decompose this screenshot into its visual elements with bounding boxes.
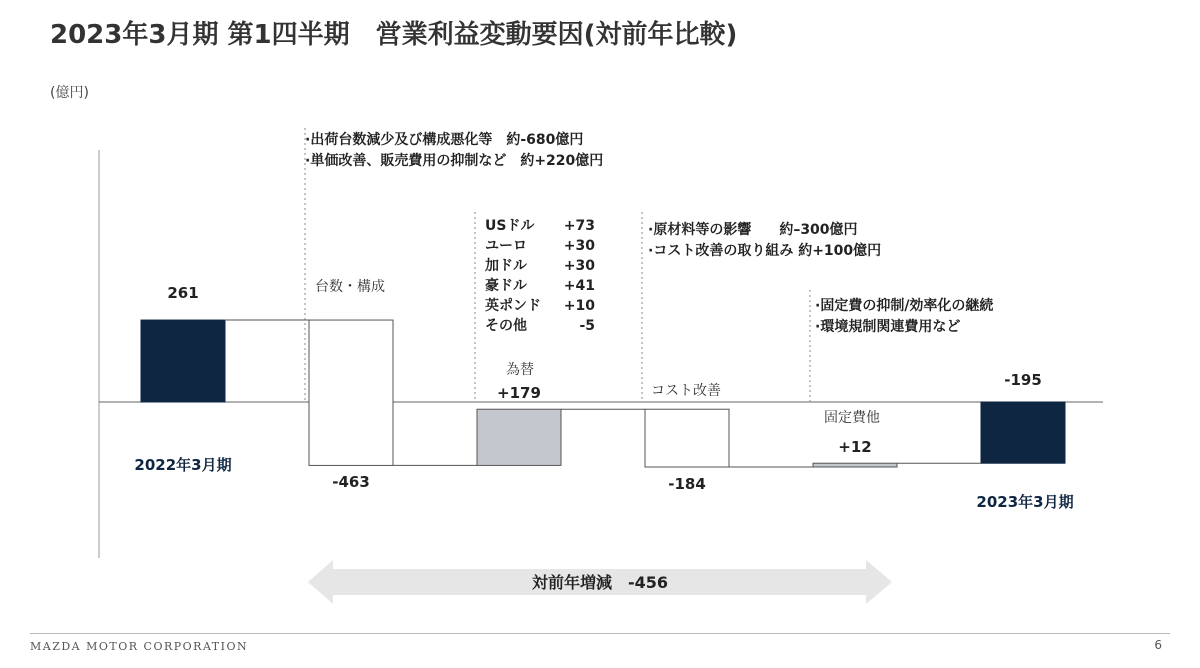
bar-4 [645, 409, 729, 467]
fixed-note-2: ·環境規制関連費用など [815, 319, 961, 335]
fixed-note-1: ·固定費の抑制/効率化の継続 [815, 298, 994, 314]
volume-note-2: ·単価改善、販売費用の抑制など 約+220億円 [305, 153, 604, 169]
footer-company: MAZDA MOTOR CORPORATION [30, 640, 249, 653]
value-label: -184 [668, 475, 706, 493]
fixed-notes [815, 296, 993, 338]
fx-breakdown [485, 216, 595, 336]
category-label: 2022年3月期 [134, 456, 232, 474]
value-label: -463 [332, 473, 370, 491]
bar-1 [141, 320, 225, 402]
bar-6 [981, 402, 1065, 463]
bar-3 [477, 409, 561, 465]
category-label: 為替 [506, 362, 534, 378]
value-label: -195 [1004, 371, 1042, 389]
fx-row [485, 276, 595, 296]
fx-currency: 豪ドル [485, 278, 527, 294]
fx-value: +30 [563, 238, 595, 254]
category-label: 固定費他 [824, 410, 880, 426]
fx-value: +41 [563, 278, 595, 294]
value-label: +12 [838, 438, 872, 456]
fx-row [485, 216, 595, 236]
category-label: 2023年3月期 [976, 493, 1074, 511]
fx-currency: 加ドル [485, 258, 527, 274]
fx-row [485, 236, 595, 256]
value-label: +179 [497, 384, 541, 402]
volume-note-1: ·出荷台数減少及び構成悪化等 約-680億円 [305, 132, 584, 148]
unit-label: (億円) [50, 85, 89, 101]
yoy-label: 対前年増減 -456 [531, 573, 669, 592]
fx-value: +10 [563, 298, 595, 314]
fx-value: +30 [563, 258, 595, 274]
volume-notes [305, 130, 603, 172]
value-label: 261 [167, 284, 199, 302]
cost-notes [648, 220, 881, 262]
category-label: コスト改善 [651, 383, 721, 399]
fx-currency: 英ポンド [485, 298, 541, 314]
bar-2 [309, 320, 393, 465]
bar-5 [813, 463, 897, 467]
fx-row [485, 256, 595, 276]
fx-currency: その他 [485, 318, 527, 334]
cost-note-1: ·原材料等の影響 約–300億円 [648, 222, 858, 238]
fx-row [485, 316, 595, 336]
cost-note-2: ·コスト改善の取り組み 約+100億円 [648, 243, 882, 259]
fx-row [485, 296, 595, 316]
fx-value: -5 [579, 318, 595, 334]
fx-currency: USドル [485, 218, 535, 234]
category-label: 台数・構成 [315, 279, 385, 295]
footer-divider [30, 633, 1170, 634]
slide-title: 2023年3月期 第1四半期 営業利益変動要因(対前年比較) [50, 20, 738, 50]
page-number: 6 [1154, 638, 1162, 652]
fx-currency: ユーロ [485, 238, 527, 254]
fx-value: +73 [563, 218, 595, 234]
